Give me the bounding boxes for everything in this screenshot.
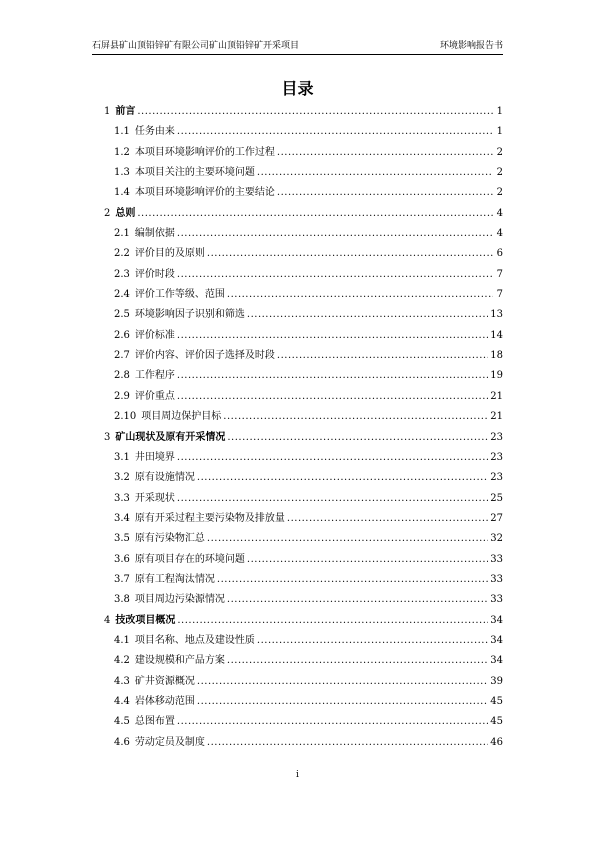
toc-entry[interactable] <box>104 224 503 244</box>
toc-entry-number: 1 <box>104 106 111 117</box>
toc-entry-title: 环境影响因子识别和筛选 <box>134 309 245 321</box>
toc-leader-dots <box>277 183 493 203</box>
toc-entry[interactable] <box>104 529 503 549</box>
toc-entry-page: 7 <box>496 268 503 280</box>
toc-entry[interactable] <box>104 244 503 264</box>
toc-leader-dots <box>247 550 488 570</box>
toc-leader-dots <box>177 448 488 468</box>
toc-entry-page: 45 <box>490 695 503 707</box>
toc-leader-dots <box>177 489 488 509</box>
toc-entry[interactable] <box>104 387 503 407</box>
toc-leader-dots <box>177 326 488 346</box>
toc-entry-page: 39 <box>490 675 503 687</box>
toc-entry-page: 6 <box>496 248 503 260</box>
toc-entry[interactable] <box>104 305 503 325</box>
toc-entry-page: 4 <box>496 228 503 240</box>
toc-entry-page: 33 <box>490 573 503 585</box>
toc-entry-page: 33 <box>490 594 503 606</box>
toc-entry-number: 2.2 <box>114 248 130 260</box>
toc-entry-page: 1 <box>496 126 503 138</box>
toc-entry-title: 评价目的及原则 <box>134 248 205 260</box>
toc-leader-dots <box>177 366 488 386</box>
toc-entry-number: 4.3 <box>114 675 130 687</box>
toc-entry-title: 岩体移动范围 <box>134 695 195 707</box>
toc-entry[interactable] <box>104 570 503 590</box>
toc-entry[interactable] <box>104 692 503 712</box>
toc-entry-page: 34 <box>490 655 503 667</box>
toc-entry-number: 3.5 <box>114 533 130 545</box>
toc-entry[interactable] <box>104 285 503 305</box>
toc-entry-title: 原有设施情况 <box>134 472 195 484</box>
toc-entry-title: 评价标准 <box>134 329 175 341</box>
toc-entry[interactable] <box>104 407 503 427</box>
toc-entry-page: 2 <box>496 167 503 179</box>
toc-entry-number: 4 <box>104 614 111 626</box>
toc-entry-title: 本项目环境影响评价的主要结论 <box>134 187 275 199</box>
toc-entry-title: 技改项目概况 <box>115 614 176 626</box>
toc-entry-title: 工作程序 <box>134 370 175 382</box>
toc-entry-page: 32 <box>490 533 503 545</box>
toc-entry[interactable] <box>104 163 503 183</box>
toc-entry-page: 23 <box>490 431 503 443</box>
toc-leader-dots <box>197 672 488 692</box>
toc-entry-title: 原有污染物汇总 <box>134 533 205 545</box>
toc-entry-number: 3.2 <box>114 472 130 484</box>
toc-entry-title: 评价工作等级、范围 <box>134 289 225 301</box>
toc-entry-number: 1.1 <box>114 126 130 138</box>
toc-entry-title: 原有项目存在的环境问题 <box>134 553 245 565</box>
toc-entry-title: 劳动定员及制度 <box>134 736 205 748</box>
toc-entry-title: 评价重点 <box>134 390 175 402</box>
toc-entry[interactable] <box>104 204 503 224</box>
toc-entry-page: 21 <box>490 411 503 423</box>
toc-entry-title: 原有工程淘汰情况 <box>134 573 215 585</box>
toc-entry-title: 建设规模和产品方案 <box>134 655 225 667</box>
toc-leader-dots <box>287 509 488 529</box>
toc-entry-title: 评价时段 <box>134 268 175 280</box>
toc-entry[interactable] <box>104 428 503 448</box>
toc-entry-page: 2 <box>496 187 503 199</box>
toc-entry-number: 2.8 <box>114 370 130 382</box>
toc-entry-page: 46 <box>490 736 503 748</box>
toc-entry[interactable] <box>104 122 503 142</box>
toc-leader-dots <box>207 733 488 753</box>
toc-entry-number: 4.6 <box>114 736 130 748</box>
toc-entry-number: 3.1 <box>114 451 130 463</box>
toc-title: 目录 <box>281 79 314 98</box>
toc-entry-number: 3.6 <box>114 553 130 565</box>
page-header <box>92 40 503 55</box>
toc-entry-page: 7 <box>496 289 503 301</box>
toc-entry[interactable] <box>104 102 503 122</box>
toc-entry-title: 井田境界 <box>134 451 175 463</box>
toc-entry-title: 矿山现状及原有开采情况 <box>115 431 226 443</box>
toc-entry-number: 3.8 <box>114 594 130 606</box>
toc-entry-page: 33 <box>490 553 503 565</box>
toc-entry-number: 3.3 <box>114 492 130 504</box>
toc-entry[interactable] <box>104 509 503 529</box>
toc-entry-page: 1 <box>496 106 503 117</box>
toc-leader-dots <box>257 631 488 651</box>
toc-entry-number: 1.2 <box>114 146 130 158</box>
toc-leader-dots <box>227 428 488 448</box>
toc-entry-page: 19 <box>490 370 503 382</box>
toc-entry-title: 总则 <box>115 207 136 219</box>
toc-entry[interactable] <box>104 631 503 651</box>
toc-entry-number: 3 <box>104 431 111 443</box>
toc-entry-page: 34 <box>490 634 503 646</box>
toc-leader-dots <box>177 265 493 285</box>
toc-entry-title: 任务由来 <box>134 126 175 138</box>
toc-leader-dots <box>177 611 488 631</box>
toc-leader-dots <box>207 529 488 549</box>
toc-entry[interactable] <box>104 265 503 285</box>
toc-entry-page: 18 <box>490 350 503 362</box>
toc-entry-page: 25 <box>490 492 503 504</box>
toc-entry-page: 27 <box>490 512 503 524</box>
toc-leader-dots <box>257 163 493 183</box>
toc-entry-page: 14 <box>490 329 503 341</box>
toc-leader-dots <box>137 204 493 224</box>
toc-leader-dots <box>277 143 493 163</box>
toc-entry-number: 2.9 <box>114 390 130 402</box>
toc-leader-dots <box>227 590 488 610</box>
toc-entry-number: 2.3 <box>114 268 130 280</box>
toc-entry-number: 4.1 <box>114 634 130 646</box>
toc-entry[interactable] <box>104 489 503 509</box>
toc-leader-dots <box>197 692 488 712</box>
toc-entry[interactable] <box>104 672 503 692</box>
toc-entry[interactable] <box>104 733 503 753</box>
toc-entry[interactable] <box>104 712 503 732</box>
toc-entry-title: 开采现状 <box>134 492 175 504</box>
toc-entry[interactable] <box>104 366 503 386</box>
toc-leader-dots <box>277 346 488 366</box>
toc-entry-page: 2 <box>496 146 503 158</box>
toc-entry-page: 45 <box>490 716 503 728</box>
toc-entry-page: 34 <box>490 614 503 626</box>
toc-entry-title: 原有开采过程主要污染物及排放量 <box>134 512 285 524</box>
toc-entry[interactable] <box>104 183 503 203</box>
toc-leader-dots <box>223 407 488 427</box>
toc-leader-dots <box>227 651 488 671</box>
toc-entry[interactable] <box>104 611 503 631</box>
toc-leader-dots <box>177 224 493 244</box>
toc-leader-dots <box>197 468 488 488</box>
toc-leader-dots <box>207 244 493 264</box>
toc-entry-title: 评价内容、评价因子选择及时段 <box>134 350 275 362</box>
toc-entry-number: 4.5 <box>114 716 130 728</box>
toc-entry-number: 2.5 <box>114 309 130 321</box>
toc-entry[interactable] <box>104 590 503 610</box>
toc-entry[interactable] <box>104 143 503 163</box>
toc-entry-number: 4.4 <box>114 695 130 707</box>
toc-entry-title: 总图布置 <box>134 716 175 728</box>
toc-entry-number: 2.6 <box>114 329 130 341</box>
toc-entry-number: 1.3 <box>114 167 130 179</box>
toc-entry-page: 21 <box>490 390 503 402</box>
toc-entry[interactable] <box>104 346 503 366</box>
toc-entry-title: 矿井资源概况 <box>134 675 195 687</box>
toc-entry-title: 项目周边污染源情况 <box>134 594 225 606</box>
toc-entry-page: 23 <box>490 472 503 484</box>
table-of-contents <box>104 102 503 753</box>
toc-entry-number: 2.10 <box>114 411 137 423</box>
toc-leader-dots <box>137 102 493 122</box>
toc-entry-page: 13 <box>490 309 503 321</box>
toc-entry-title: 本项目环境影响评价的工作过程 <box>134 146 275 158</box>
toc-entry-number: 2.7 <box>114 350 130 362</box>
page-footer <box>0 770 595 780</box>
toc-entry-number: 4.2 <box>114 655 130 667</box>
toc-entry-title: 项目名称、地点及建设性质 <box>134 634 255 646</box>
toc-entry[interactable] <box>104 651 503 671</box>
toc-entry[interactable] <box>104 550 503 570</box>
header-project-title: 石屏县矿山顶铅锌矿有限公司矿山顶铅锌矿开采项目 <box>92 41 300 51</box>
toc-entry-title: 本项目关注的主要环境问题 <box>134 167 255 179</box>
toc-entry-number: 2.1 <box>114 228 130 240</box>
toc-entry[interactable] <box>104 468 503 488</box>
toc-entry-number: 2 <box>104 207 111 219</box>
toc-entry-number: 2.4 <box>114 289 130 301</box>
toc-leader-dots <box>177 122 493 142</box>
toc-entry[interactable] <box>104 326 503 346</box>
toc-leader-dots <box>177 387 488 407</box>
toc-leader-dots <box>227 285 493 305</box>
page-number: i <box>296 770 299 780</box>
toc-entry[interactable] <box>104 448 503 468</box>
toc-leader-dots <box>247 305 488 325</box>
toc-entry-page: 23 <box>490 451 503 463</box>
toc-entry-title: 编制依据 <box>134 228 175 240</box>
toc-entry-title: 前言 <box>115 106 136 117</box>
header-report-type: 环境影响报告书 <box>439 41 503 51</box>
toc-leader-dots <box>217 570 488 590</box>
toc-entry-page: 4 <box>496 207 503 219</box>
toc-entry-number: 1.4 <box>114 187 130 199</box>
toc-entry-number: 3.7 <box>114 573 130 585</box>
toc-entry-title: 项目周边保护目标 <box>141 411 222 423</box>
toc-leader-dots <box>177 712 488 732</box>
toc-entry-number: 3.4 <box>114 512 130 524</box>
